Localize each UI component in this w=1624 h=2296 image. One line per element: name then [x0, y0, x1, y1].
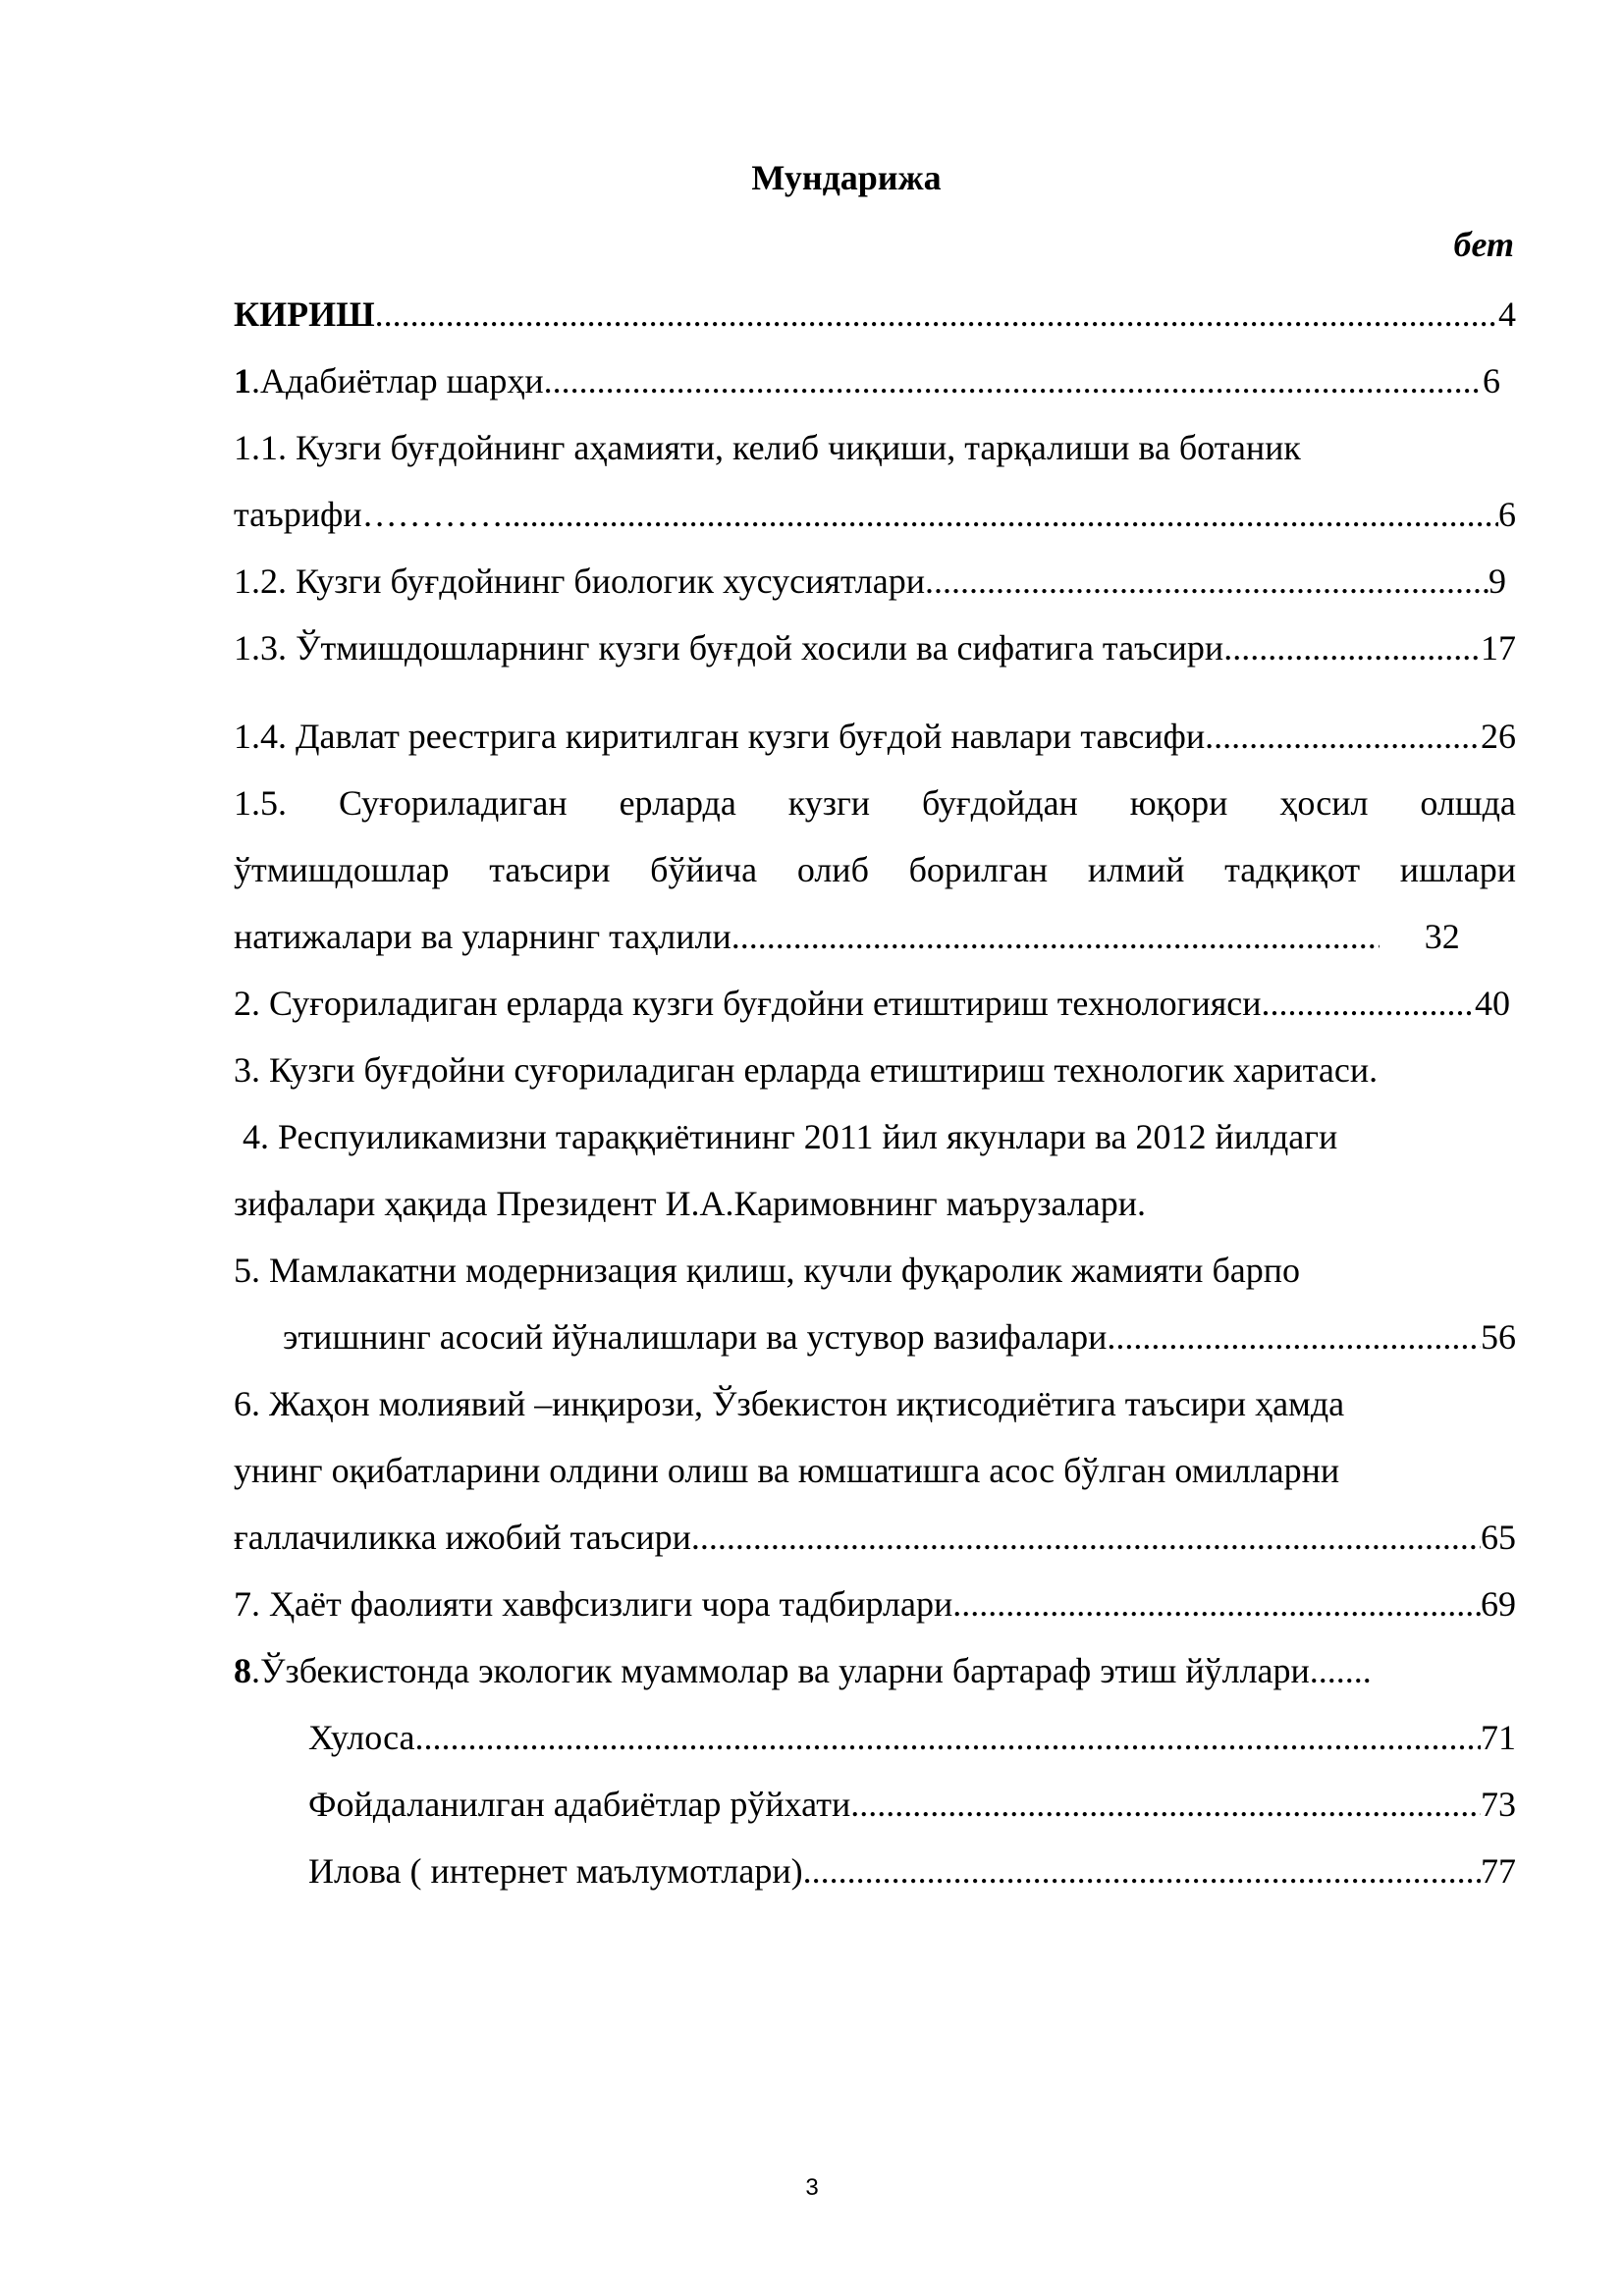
toc-entry-4-line1[interactable]: 4. Респуиликамизни тараққиётининг 2011 йил якунлари ва 2012 йилдаги — [234, 1117, 1338, 1156]
toc-entry-conclusion[interactable] — [308, 1716, 1516, 1759]
word: Суғориладиган — [338, 783, 568, 823]
toc-entry-1-5-line3[interactable] — [234, 915, 1516, 958]
toc-entry-1-5-line2[interactable] — [234, 848, 1516, 891]
toc-entry-6-line1[interactable]: 6. Жаҳон молиявий –инқирози, Ўзбекистон иқтисодиётига таъсири ҳамда — [234, 1384, 1345, 1423]
leader-dots — [803, 1849, 1481, 1893]
toc-entry-text: Хулоса — [308, 1718, 415, 1757]
leader-dots — [925, 560, 1489, 603]
toc-entry-text: этишнинг асосий йўналишлари ва устувор вазифалари — [283, 1317, 1108, 1357]
toc-entry-text: 7. Ҳаёт фаолияти хавфсизлиги чора тадбирлари — [234, 1584, 953, 1624]
toc-entry-number: 1 — [234, 361, 251, 400]
toc-entry-6-line2[interactable]: унинг оқибатларини олдини олиш ва юмшатишга асос бўлган омилларни — [234, 1451, 1340, 1490]
toc-page-number: 56 — [1481, 1317, 1516, 1357]
leader-dots — [415, 1716, 1481, 1759]
leader-dots — [1223, 626, 1481, 669]
leader-dots — [1262, 982, 1475, 1025]
leader-dots — [1107, 1315, 1481, 1359]
page-column-label: бет — [1453, 225, 1514, 264]
leader-dots — [952, 1582, 1481, 1626]
toc-title: Мундарижа — [751, 158, 942, 197]
word: борилган — [908, 850, 1049, 889]
toc-entry-text: Фойдаланилган адабиётлар рўйхати — [308, 1785, 851, 1824]
leader-dots — [1205, 715, 1481, 758]
toc-page-number: 77 — [1481, 1851, 1516, 1891]
toc-page-number: 71 — [1481, 1718, 1516, 1757]
word: 1.5. — [234, 783, 287, 823]
toc-entry-1-4[interactable] — [234, 715, 1516, 758]
toc-page-number: 6 — [1498, 495, 1516, 534]
leader-dots — [731, 915, 1380, 958]
toc-entry-text: КИРИШ — [234, 294, 375, 334]
word: ҳосил — [1279, 783, 1369, 823]
toc-entry-text: .Адабиётлар шарҳи — [251, 361, 544, 400]
toc-entry-text: .Ўзбекистонда экологик муаммолар ва уларни бартараф этиш йўллари....... — [251, 1651, 1372, 1690]
toc-entry-4-line2[interactable]: зифалари ҳақида Президент И.А.Каримовнинг маърузалари. — [234, 1184, 1147, 1223]
toc-entry-2[interactable] — [234, 982, 1510, 1025]
word: ўтмишдошлар — [234, 850, 450, 889]
toc-page-number: 9 — [1489, 561, 1506, 601]
toc-page-number: 40 — [1475, 984, 1510, 1023]
word: тадқиқот — [1224, 850, 1361, 889]
toc-page-number: 69 — [1481, 1584, 1516, 1624]
leader-dots — [544, 359, 1483, 402]
toc-entry-text: таърифи………… — [234, 495, 504, 534]
toc-entry-text: 1.2. Кузги буғдойнинг биологик хусусиятлари — [234, 561, 925, 601]
toc-entry-references[interactable] — [308, 1783, 1516, 1826]
toc-entry-number: 8 — [234, 1651, 251, 1690]
toc-page-number: 4 — [1498, 294, 1516, 334]
toc-entry-1-2[interactable] — [234, 560, 1506, 603]
word: юқори — [1129, 783, 1228, 823]
word: бўйича — [650, 850, 758, 889]
word: олиб — [796, 850, 869, 889]
toc-entry-1[interactable] — [234, 359, 1500, 402]
toc-entry-intro[interactable] — [234, 293, 1516, 336]
toc-page-number: 26 — [1481, 717, 1516, 756]
toc-entry-appendix[interactable] — [308, 1849, 1516, 1893]
toc-entry-text: натижалари ва уларнинг таҳлили — [234, 917, 731, 956]
toc-entry-1-3[interactable] — [234, 626, 1516, 669]
toc-page-number: 6 — [1483, 361, 1500, 400]
word: кузги — [787, 783, 871, 823]
toc-entry-1-5-line1[interactable] — [234, 781, 1516, 825]
toc-entry-text: Илова ( интернет маълумотлари) — [308, 1851, 803, 1891]
toc-entry-5-line1[interactable]: 5. Мамлакатни модернизация қилиш, кучли фуқаролик жамияти барпо — [234, 1251, 1301, 1290]
word: ерларда — [619, 783, 736, 823]
toc-entry-text: ғаллачиликка ижобий таъсири — [234, 1518, 691, 1557]
toc-entry-7[interactable] — [234, 1582, 1516, 1626]
word: илмий — [1087, 850, 1185, 889]
toc-page-number: 17 — [1481, 628, 1516, 667]
toc-entry-3[interactable]: 3. Кузги буғдойни суғориладиган ерларда етиштириш технологик харитаси. — [234, 1050, 1379, 1090]
page-number: 3 — [805, 2174, 819, 2201]
toc-page-number: 65 — [1481, 1518, 1516, 1557]
word: буғдойдан — [921, 783, 1078, 823]
toc-entry-text: 1.3. Ўтмишдошларнинг кузги буғдой хосили ва сифатига таъсири — [234, 628, 1224, 667]
toc-entry-1-1-line2[interactable] — [234, 493, 1516, 536]
leader-dots — [691, 1516, 1481, 1559]
toc-page-number: 73 — [1481, 1785, 1516, 1824]
toc-entry-8[interactable] — [234, 1649, 1516, 1692]
toc-entry-1-1-line1[interactable]: 1.1. Кузги буғдойнинг аҳамияти, келиб чиқиши, тарқалиши ва ботаник — [234, 428, 1301, 467]
toc-page-number: 32 — [1424, 917, 1460, 956]
word: ишлари — [1399, 850, 1516, 889]
leader-dots — [850, 1783, 1481, 1826]
leader-dots — [504, 493, 1498, 536]
toc-entry-5-line2[interactable] — [283, 1315, 1516, 1359]
word: олшда — [1420, 783, 1516, 823]
toc-entry-text: 2. Суғориладиган ерларда кузги буғдойни етиштириш технологияси — [234, 984, 1262, 1023]
toc-entry-6-line3[interactable] — [234, 1516, 1516, 1559]
leader-dots — [375, 293, 1498, 336]
word: таъсири — [489, 850, 611, 889]
toc-entry-text: 1.4. Давлат реестрига киритилган кузги буғдой навлари тавсифи — [234, 717, 1206, 756]
